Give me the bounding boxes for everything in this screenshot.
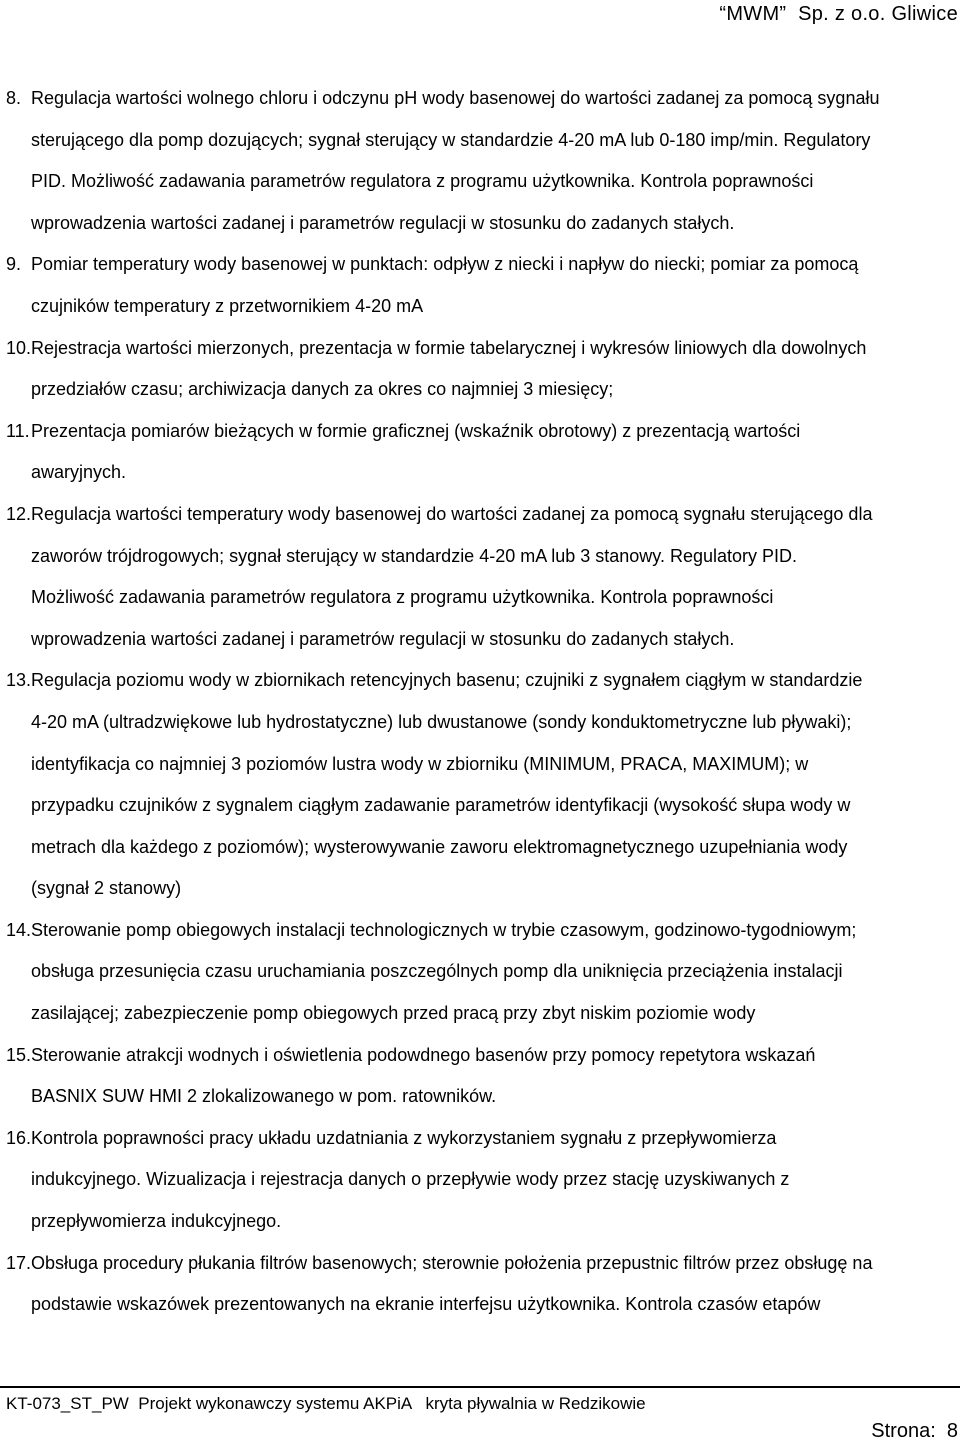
list-item-text-line: BASNIX SUW HMI 2 zlokalizowanego w pom. ratowników. (31, 1086, 497, 1107)
document-body (0, 78, 960, 1326)
list-item (0, 1118, 960, 1243)
list-item-text-line: przedziałów czasu; archiwizacja danych za okres co najmniej 3 miesięcy; (31, 379, 614, 400)
footer-project-title: KT-073_ST_PW Projekt wykonawczy systemu AKPiA kryta pływalnia w Redzikowie (6, 1394, 646, 1413)
list-item-number: 14. (6, 919, 32, 940)
list-item-text-line: obsługa przesunięcia czasu uruchamiania poszczególnych pomp dla uniknięcia przeciążenia instalacji (31, 961, 843, 982)
list-item-text-line: sterującego dla pomp dozujących; sygnał sterujący w standardzie 4-20 mA lub 0-180 imp/min. Regulatory (31, 129, 871, 150)
list-item-text-line: Prezentacja pomiarów bieżących w formie graficznej (wskaźnik obrotowy) z prezentacją wartości (31, 420, 801, 441)
list-item-number: 16. (6, 1127, 32, 1148)
list-item (0, 660, 960, 910)
list-item (0, 244, 960, 327)
list-item-number: 11. (6, 420, 30, 441)
list-item-number: 15. (6, 1044, 32, 1065)
list-item-text-line: przypadku czujników z sygnalem ciągłym zadawanie parametrów identyfikacji (wysokość słupa wody w (31, 795, 851, 816)
list-item (0, 1035, 960, 1118)
list-item-text-line: Regulacja wartości wolnego chloru i odczynu pH wody basenowej do wartości zadanej za pomocą sygnału (31, 88, 880, 108)
list-item-text-line: Możliwość zadawania parametrów regulatora z programu użytkownika. Kontrola poprawności (31, 587, 774, 608)
list-item-text-line: Pomiar temperatury wody basenowej w punktach: odpływ z niecki i napływ do niecki; pomiar za pomocą (31, 254, 859, 275)
list-item-text-line: wprowadzenia wartości zadanej i parametrów regulacji w stosunku do zadanych stałych. (31, 628, 735, 649)
list-item-text-line: Kontrola poprawności pracy układu uzdatniania z wykorzystaniem sygnału z przepływomierza (31, 1127, 777, 1148)
list-item-number: 9. (6, 254, 22, 275)
list-item-text-line: zasilającej; zabezpieczenie pomp obiegowych przed pracą przy zbyt niskim poziomie wody (31, 1003, 756, 1024)
list-item (0, 494, 960, 660)
list-item-text-line: Rejestracja wartości mierzonych, prezentacja w formie tabelarycznej i wykresów liniowych dla dowolnych (31, 337, 867, 358)
list-item-number: 17. (6, 1252, 32, 1273)
list-item-text-line: Sterowanie pomp obiegowych instalacji technologicznych w trybie czasowym, godzinowo-tygodniowym; (31, 919, 857, 940)
list-item-number: 8. (6, 88, 22, 108)
list-item-text-line: PID. Możliwość zadawania parametrów regulatora z programu użytkownika. Kontrola poprawności (31, 171, 814, 192)
list-item-text-line: awaryjnych. (31, 462, 127, 483)
list-item-text-line: metrach dla każdego z poziomów); wysterowywanie zaworu elektromagnetycznego uzupełniania wody (31, 836, 848, 857)
list-item-text-line: zaworów trójdrogowych; sygnał sterujący w standardzie 4-20 mA lub 3 stanowy. Regulatory PID. (31, 545, 798, 566)
footer-divider (0, 1386, 960, 1388)
list-item (0, 411, 960, 494)
list-item-text-line: Regulacja wartości temperatury wody basenowej do wartości zadanej za pomocą sygnału sterującego dla (31, 503, 873, 524)
list-item-text-line: Obsługa procedury płukania filtrów basenowych; sterownie położenia przepustnic filtrów przez obsługę na (31, 1252, 873, 1273)
list-item-text-line: Regulacja poziomu wody w zbiornikach retencyjnych basenu; czujniki z sygnałem ciągłym w standardzie (31, 670, 863, 691)
list-item-number: 10. (6, 337, 32, 358)
list-item-text-line: 4-20 mA (ultradzwiękowe lub hydrostatyczne) lub dwustanowe (sondy konduktometryczne lub pływaki); (31, 711, 852, 732)
list-item-number: 12. (6, 503, 32, 524)
list-item (0, 78, 960, 244)
list-item-text-line: indukcyjnego. Wizualizacja i rejestracja danych o przepływie wody przez stację uzyskiwanych z (31, 1169, 790, 1190)
list-item-number: 13. (6, 670, 32, 691)
list-item (0, 1243, 960, 1326)
list-item-text-line: przepływomierza indukcyjnego. (31, 1211, 282, 1232)
list-item-text-line: (sygnał 2 stanowy) (31, 878, 182, 899)
page-number: Strona: 8 (871, 1420, 958, 1442)
list-item (0, 910, 960, 1035)
document-header: “MWM” Sp. z o.o. Gliwice (719, 3, 958, 25)
list-item (0, 328, 960, 411)
list-item-text-line: wprowadzenia wartości zadanej i parametrów regulacji w stosunku do zadanych stałych. (31, 212, 735, 233)
list-item-text-line: podstawie wskazówek prezentowanych na ekranie interfejsu użytkownika. Kontrola czasów etapów (31, 1294, 821, 1315)
list-item-text-line: czujników temperatury z przetwornikiem 4-20 mA (31, 295, 424, 316)
list-item-text-line: identyfikacja co najmniej 3 poziomów lustra wody w zbiorniku (MINIMUM, PRACA, MAXIMUM); w (31, 753, 809, 774)
list-item-text-line: Sterowanie atrakcji wodnych i oświetlenia podowdnego basenów przy pomocy repetytora wskazań (31, 1044, 816, 1065)
